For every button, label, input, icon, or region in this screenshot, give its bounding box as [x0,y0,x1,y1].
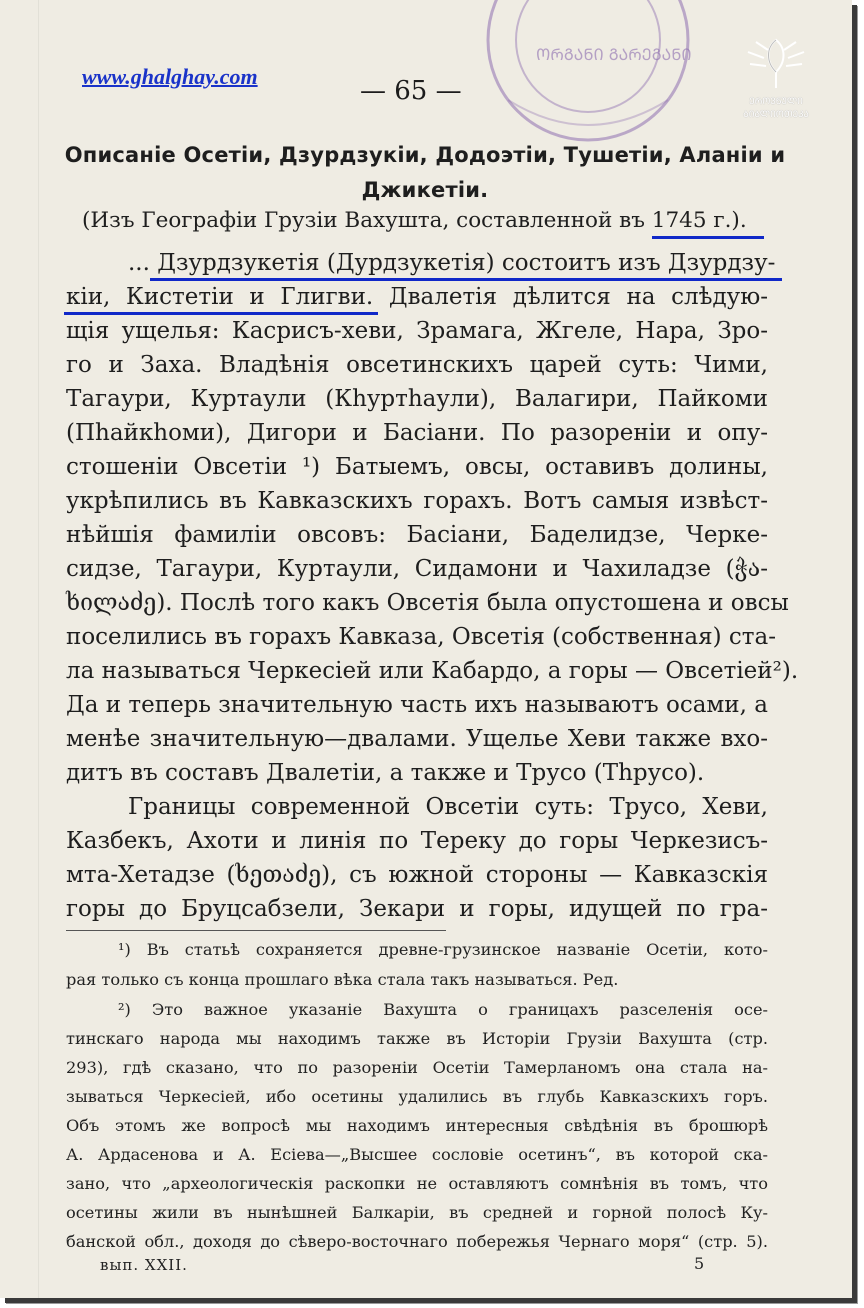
stamp-text: ᲝᲠᲒᲐᲜᲘ ᲒᲐᲠᲔᲒᲐᲜᲘ [536,45,692,64]
library-stamp-icon [478,0,698,160]
footnote-line: зываться Черкесіей, ибо осетины удалились въ глубь Кавказскихъ горъ. [66,1087,768,1106]
body-line: горы до Бруцсабзели, Зекари и горы, идущей по гра- [66,896,768,922]
footnote-line: 293), гдѣ сказано, что по разореніи Осетіи Тамерланомъ она стала на- [66,1058,768,1077]
body-line: Казбекъ, Ахоти и линія по Тереку до горы Черкезисъ- [66,828,768,854]
article-source: (Изъ Географіи Грузіи Вахушта, составленной въ 1745 г.). [82,208,747,233]
body-line: ... Дзурдзукетія (Дурдзукетія) состоитъ изъ Дзурдзу- [128,250,776,276]
body-line: мта-Хетадзе (ხეთაძე), съ южной стороны — Кавказскія [66,862,768,888]
logo-text-1: ᲔᲠᲝᲕᲜᲣᲚᲘ [749,97,803,107]
article-title-line: Описаніе Осетіи, Дзурдзукіи, Додоэтіи, Тушетіи, Аланіи и [64,143,786,167]
footnote-line: банской обл., доходя до сѣверо-восточнаго побережья Чернаго моря“ (стр. 5). [66,1232,768,1251]
body-line: (Пһайкһоми), Дигори и Басіани. По разореніи и опу- [66,420,768,446]
footnote-line: осетины жили въ нынѣшней Балкаріи, въ средней и горной полосѣ Ку- [66,1203,768,1222]
article-title [60,138,790,208]
footnote-line: ¹) Въ статьѣ сохраняется древне-грузинское названіе Осетіи, кото- [118,940,768,959]
body-line: менѣе значительную—двалами. Ущелье Хеви также вхо- [66,726,768,752]
body-line: сидзе, Тагаури, Куртаули, Сидамони и Чахиладзе (ჭა- [66,556,768,582]
body-line: ла называться Черкесіей или Кабардо, а горы — Овсетіей²). [66,658,799,684]
body-line: ხილაძე). Послѣ того какъ Овсетія была опустошена и овсы [66,590,789,616]
page-number: — 65 — [360,76,462,106]
article-title-line: Джикетіи. [361,178,489,202]
body-line: Да и теперь значительную часть ихъ называютъ осами, а [66,692,768,718]
date-highlight [652,236,764,239]
body-line: Тагаури, Куртаули (Кһуртһаули), Валагири, Пайкоми [66,386,768,412]
body-line: дитъ въ составъ Двалетіи, а также и Трусо (Тһрусо). [66,760,705,786]
body-line: поселились въ горахъ Кавказа, Овсетія (собственная) ста- [66,624,777,650]
library-logo [726,32,826,120]
text-highlight [150,278,782,281]
body-line: щія ущелья: Касрисъ-хеви, Зрамага, Жгеле, Нара, Зро- [66,318,768,344]
footnote-divider [66,930,446,931]
footnote-line: зано, что „археологическія раскопки не оставляютъ сомнѣнія въ томъ, что [66,1174,768,1193]
body-line: стошеніи Овсетіи ¹) Батыемъ, овсы, оставивъ долины, [66,454,768,480]
body-line: кіи, Кистетіи и Глигви. Двалетія дѣлится на слѣдую- [66,284,768,310]
body-line: го и Заха. Владѣнія овсетинскихъ царей суть: Чими, [66,352,768,378]
footnote-line: Объ этомъ же вопросѣ мы находимъ интересныя свѣдѣнія въ брошюрѣ [66,1116,768,1135]
issue-signature: вып. XXII. [100,1256,188,1274]
footnote-line: А. Ардасенова и А. Есіева—„Высшее сословіе осетинъ“, въ которой ска- [66,1145,768,1164]
text-highlight [64,312,378,315]
footnote-line: рая только съ конца прошлаго вѣка стала такъ называться. Ред. [66,970,619,989]
site-link[interactable]: www.ghalghay.com [82,64,258,89]
sheet-number: 5 [694,1254,705,1273]
logo-text-2: ᲑᲘᲑᲚᲘᲝᲗᲔᲙᲐ [743,110,809,120]
footnote-line: ²) Это важное указаніе Вахушта о границахъ разселенія осе- [118,1000,768,1019]
body-line: нѣйшія фамиліи овсовъ: Басіани, Баделидзе, Черке- [66,522,768,548]
footnote-line: тинскаго народа мы находимъ также въ Исторіи Грузіи Вахушта (стр. [66,1029,768,1048]
body-line: укрѣпились въ Кавказскихъ горахъ. Вотъ самыя извѣст- [66,488,768,514]
body-line: Границы современной Овсетіи суть: Трусо, Хеви, [128,794,768,820]
book-logo-icon [726,32,826,90]
